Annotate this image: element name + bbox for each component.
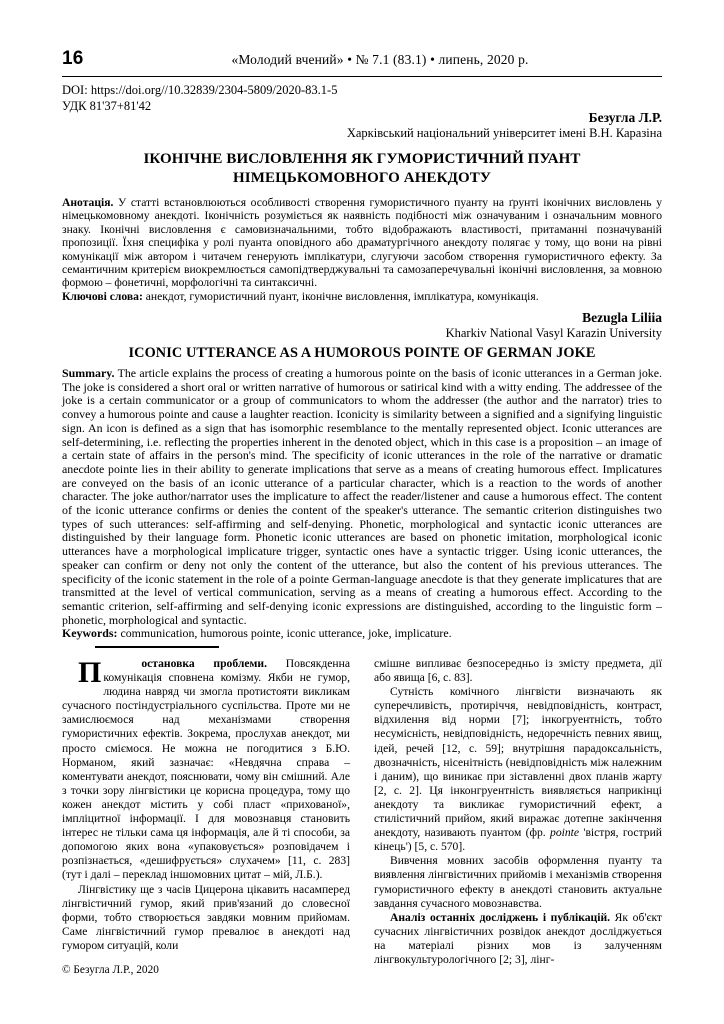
abstract-english-text: The article explains the process of creating a humorous pointe on the basis of iconic utterances in a German joke. The joke is considered a short oral or written narrative of humorous or satirical kind with a witty ending. The addressee of the joke is a certain communicator or a group of communicators to whom the addresser (the author and the narrator) tries to convey a humorous pointe and cause a laughter reaction. Iconicity is similarity between a signified and a signifying linguistic sign. An icon is defined as a sign that has isomorphic resemblance to the mentally represented object. Iconic utterances are self-determining, i.e. reflecting the properties inherent in the denoted object, which in this case is a proposition – an image of a certain state of affairs in the person's mind. The specificity of iconic utterances in the role of the narrative or dramatic anecdote pointe lies in their ability to generate implications that serve as a means of creating humorous effect. Implicatures are conveyed on the basis of an iconic utterance of a particular character, which is a reaction to the words of another character. The joke author/narrator uses the implicature to affect the reader/listener and cause a humorous effect. The content of the iconic utterance confirms or denies the content of the speaker's utterance. The semantic criterion distinguishes two types of such utterances: self-affirming and self-denying. Phonetic, morphological and syntactic iconic utterances are distinguished by their language form. Phonetic iconic utterances are based on phonetic imitation, morphological iconic utterances have a morphological implicature trigger, syntactic ones have a syntactic trigger. Using iconic utterances, the speaker can confirm or deny not only the content of the utterance, but also the content of his previous utterances. The specificity of the iconic statement in the role of a pointe German-language anecdote is that they generate implicatures that are transmitted at the level of vertical communication, serving as a means of creating a humorous effect. According to the semantic criterion, self-affirming and self-denying iconic expressions are distinguished, according to the linguistic form – phonetic, morphological and syntactic. xyxy=(62,366,662,627)
article-title-ukrainian-line1: ІКОНІЧНЕ ВИСЛОВЛЕННЯ ЯК ГУМОРИСТИЧНИЙ ПУАНТ xyxy=(143,151,581,167)
body-text-2: Лінгвістику ще з часів Цицерона цікавить насамперед лінгвістичний гумор, який прив'язаний до словесної форми, тобто створюється завдяки мовним прийомам. Саме лінгвістичний гумор превалює в анекдоті над гумором ситуацій, коли xyxy=(62,882,350,952)
abstract-english xyxy=(62,367,662,641)
abstract-english-body xyxy=(62,367,662,627)
section-heading-problem-statement: остановка проблеми. xyxy=(141,657,267,670)
keywords-english-text: communication, humorous pointe, iconic utterance, joke, implicature. xyxy=(117,626,452,641)
running-header xyxy=(62,48,662,76)
author-name-english: Bezugla Liliia xyxy=(582,310,662,325)
body-columns xyxy=(62,657,662,967)
article-title-english-line1: ICONIC UTTERANCE AS A HUMOROUS POINTE OF GERMAN JOKE xyxy=(128,345,596,361)
header-divider xyxy=(62,76,662,77)
article-title-ukrainian xyxy=(80,150,644,188)
author-block-english xyxy=(446,310,662,341)
body-text-6: Як об'єкт сучасних лінгвістичних розвідок анекдот досліджується на матеріалі різних мов із залученням лінгвокультурологічного [2; 3], лінг- xyxy=(374,910,662,966)
body-column-right xyxy=(374,657,662,967)
keywords-english-label: Keywords: xyxy=(62,626,118,641)
body-paragraph-literature-review xyxy=(374,911,662,967)
body-paragraph-linguistics xyxy=(62,883,350,953)
keywords-ukrainian-text: анекдот, гумористичний пуант, іконічне висловлення, імплікатура, комунікація. xyxy=(142,289,539,303)
abstract-ukrainian-body xyxy=(62,196,662,290)
keywords-ukrainian xyxy=(62,290,662,303)
abstract-english-label: Summary. xyxy=(62,366,115,380)
article-title-ukrainian-line2: НІМЕЦЬКОМОВНОГО АНЕКДОТУ xyxy=(233,170,491,186)
page-number: 16 xyxy=(62,48,84,69)
abstract-ukrainian-label: Анотація. xyxy=(62,196,114,209)
body-paragraph-continuation xyxy=(374,657,662,685)
body-column-left xyxy=(62,657,350,967)
body-text-4-after: 'вістря, гострий кінець') [5, с. 570]. xyxy=(374,826,662,854)
body-paragraph-study-goal xyxy=(374,854,662,910)
running-title: «Молодий вчений» • № 7.1 (83.1) • липень, 2020 р. xyxy=(231,52,529,67)
abstract-ukrainian xyxy=(62,196,662,303)
author-block-ukrainian xyxy=(347,110,662,141)
doi-line[interactable]: DOI: https://doi.org//10.32839/2304-5809/2020-83.1-5 xyxy=(62,83,338,97)
body-text-4: Сутність комічного лінгвісти визначають як суперечливість, протиріччя, невідповідність, контраст, відхилення від норми [7]; інкогруентність, тобто несумісність, невідповідність, недоречність певних явищ, ідей, речей [12, с. 59]; внутрішня парадоксальність, двозначність, нісенітність (невідповідність між належним і даним), що виникає при зіставленні двох планів жарту [2, с. 2]. Ця інконгруентність виявляється наприкінці анекдоту та викликає гумористичний ефект, а стилістичний прийом, який виражає дотепне закінчення анекдоту, називають пуантом (фр. xyxy=(374,685,662,840)
body-text-1: Повсякденна комунікація сповнена комізму. Якби не гумор, людина навряд чи змогла протистояти викликам сучасного постіндустріального суспільства. Проте ми не замислюємося над механізмами створення гумористичних ефектів. Зокрема, прослухав анекдот, ми просто сміємося. Не можна не погодитися з Б.Ю. Норманом, який зазначає: «Невдячна справа – коментувати анекдот, пояснювати, чому він смішний. Але з точки зору лінгвістики це корисна процедура, тому що кожен анекдот містить у собі пласт «прихованої», імпліцитної інформації. І для мовознавця становить інтерес не тільки сама ця інформація, але й ті способи, за допомогою яких вона «упаковується» розповідачем і розпізнається, «дешифрується» слухачем» [11, с. 283] (тут і далі – переклад іншомовних цитат – мій, Л.Б.). xyxy=(62,657,350,882)
author-affiliation-ukrainian: Харківський національний університет імені В.Н. Каразіна xyxy=(346,126,662,140)
copyright-line: © Безугла Л.Р., 2020 xyxy=(62,964,159,976)
abstract-ukrainian-text: У статті встановлюються особливості створення гумористичного пуанту на ґрунті іконічних висловлень у німецькомовному анекдоті. Іконічність розуміється як наявність подібності між означуваним і означальним мовного знаку. Іконічні висловлення є самовизначальними, тобто відображають властивості, притаманні позначуваній пропозиції. Їхня специфіка у ролі пуанта оповідного або драматургічного анекдоту полягає у тому, що вони на рівні комунікації між автором і читачем генерують імплікатури, слугуючи засобом створення гумористичного ефекту. За семантичним критерієм виокремлюється самопідтверджувальні та самозаперечувальні іконічні висловлення, за мовною формою – фонетичні, морфологічні та синтаксичні. xyxy=(62,196,662,290)
article-title-english xyxy=(80,344,644,363)
author-affiliation-english: Kharkiv National Vasyl Karazin University xyxy=(445,326,662,340)
author-name-ukrainian: Безугла Л.Р. xyxy=(588,110,662,125)
body-paragraph-problem-statement xyxy=(62,657,350,883)
body-text-5: Вивчення мовних засобів оформлення пуанту та виявлення лінгвістичних прийомів і механізмів створення гумористичного ефекту в анекдоті становить актуальне завдання сучасного мовознавства. xyxy=(374,854,662,910)
identifiers-block xyxy=(62,83,337,114)
body-text-3: смішне випливає безпосередньо із змісту предмета, дії або явища [6, с. 83]. xyxy=(374,657,662,685)
footnote-divider xyxy=(95,646,219,648)
keywords-ukrainian-label: Ключові слова: xyxy=(62,289,143,303)
keywords-english xyxy=(62,627,662,641)
body-text-4-italic: pointe xyxy=(550,826,580,840)
udc-line: УДК 81'37+81'42 xyxy=(62,98,152,113)
drop-cap: П xyxy=(78,656,102,689)
body-paragraph-comic-essence xyxy=(374,685,662,854)
section-heading-literature-review: Аналіз останніх досліджень і публікацій. xyxy=(390,910,611,924)
